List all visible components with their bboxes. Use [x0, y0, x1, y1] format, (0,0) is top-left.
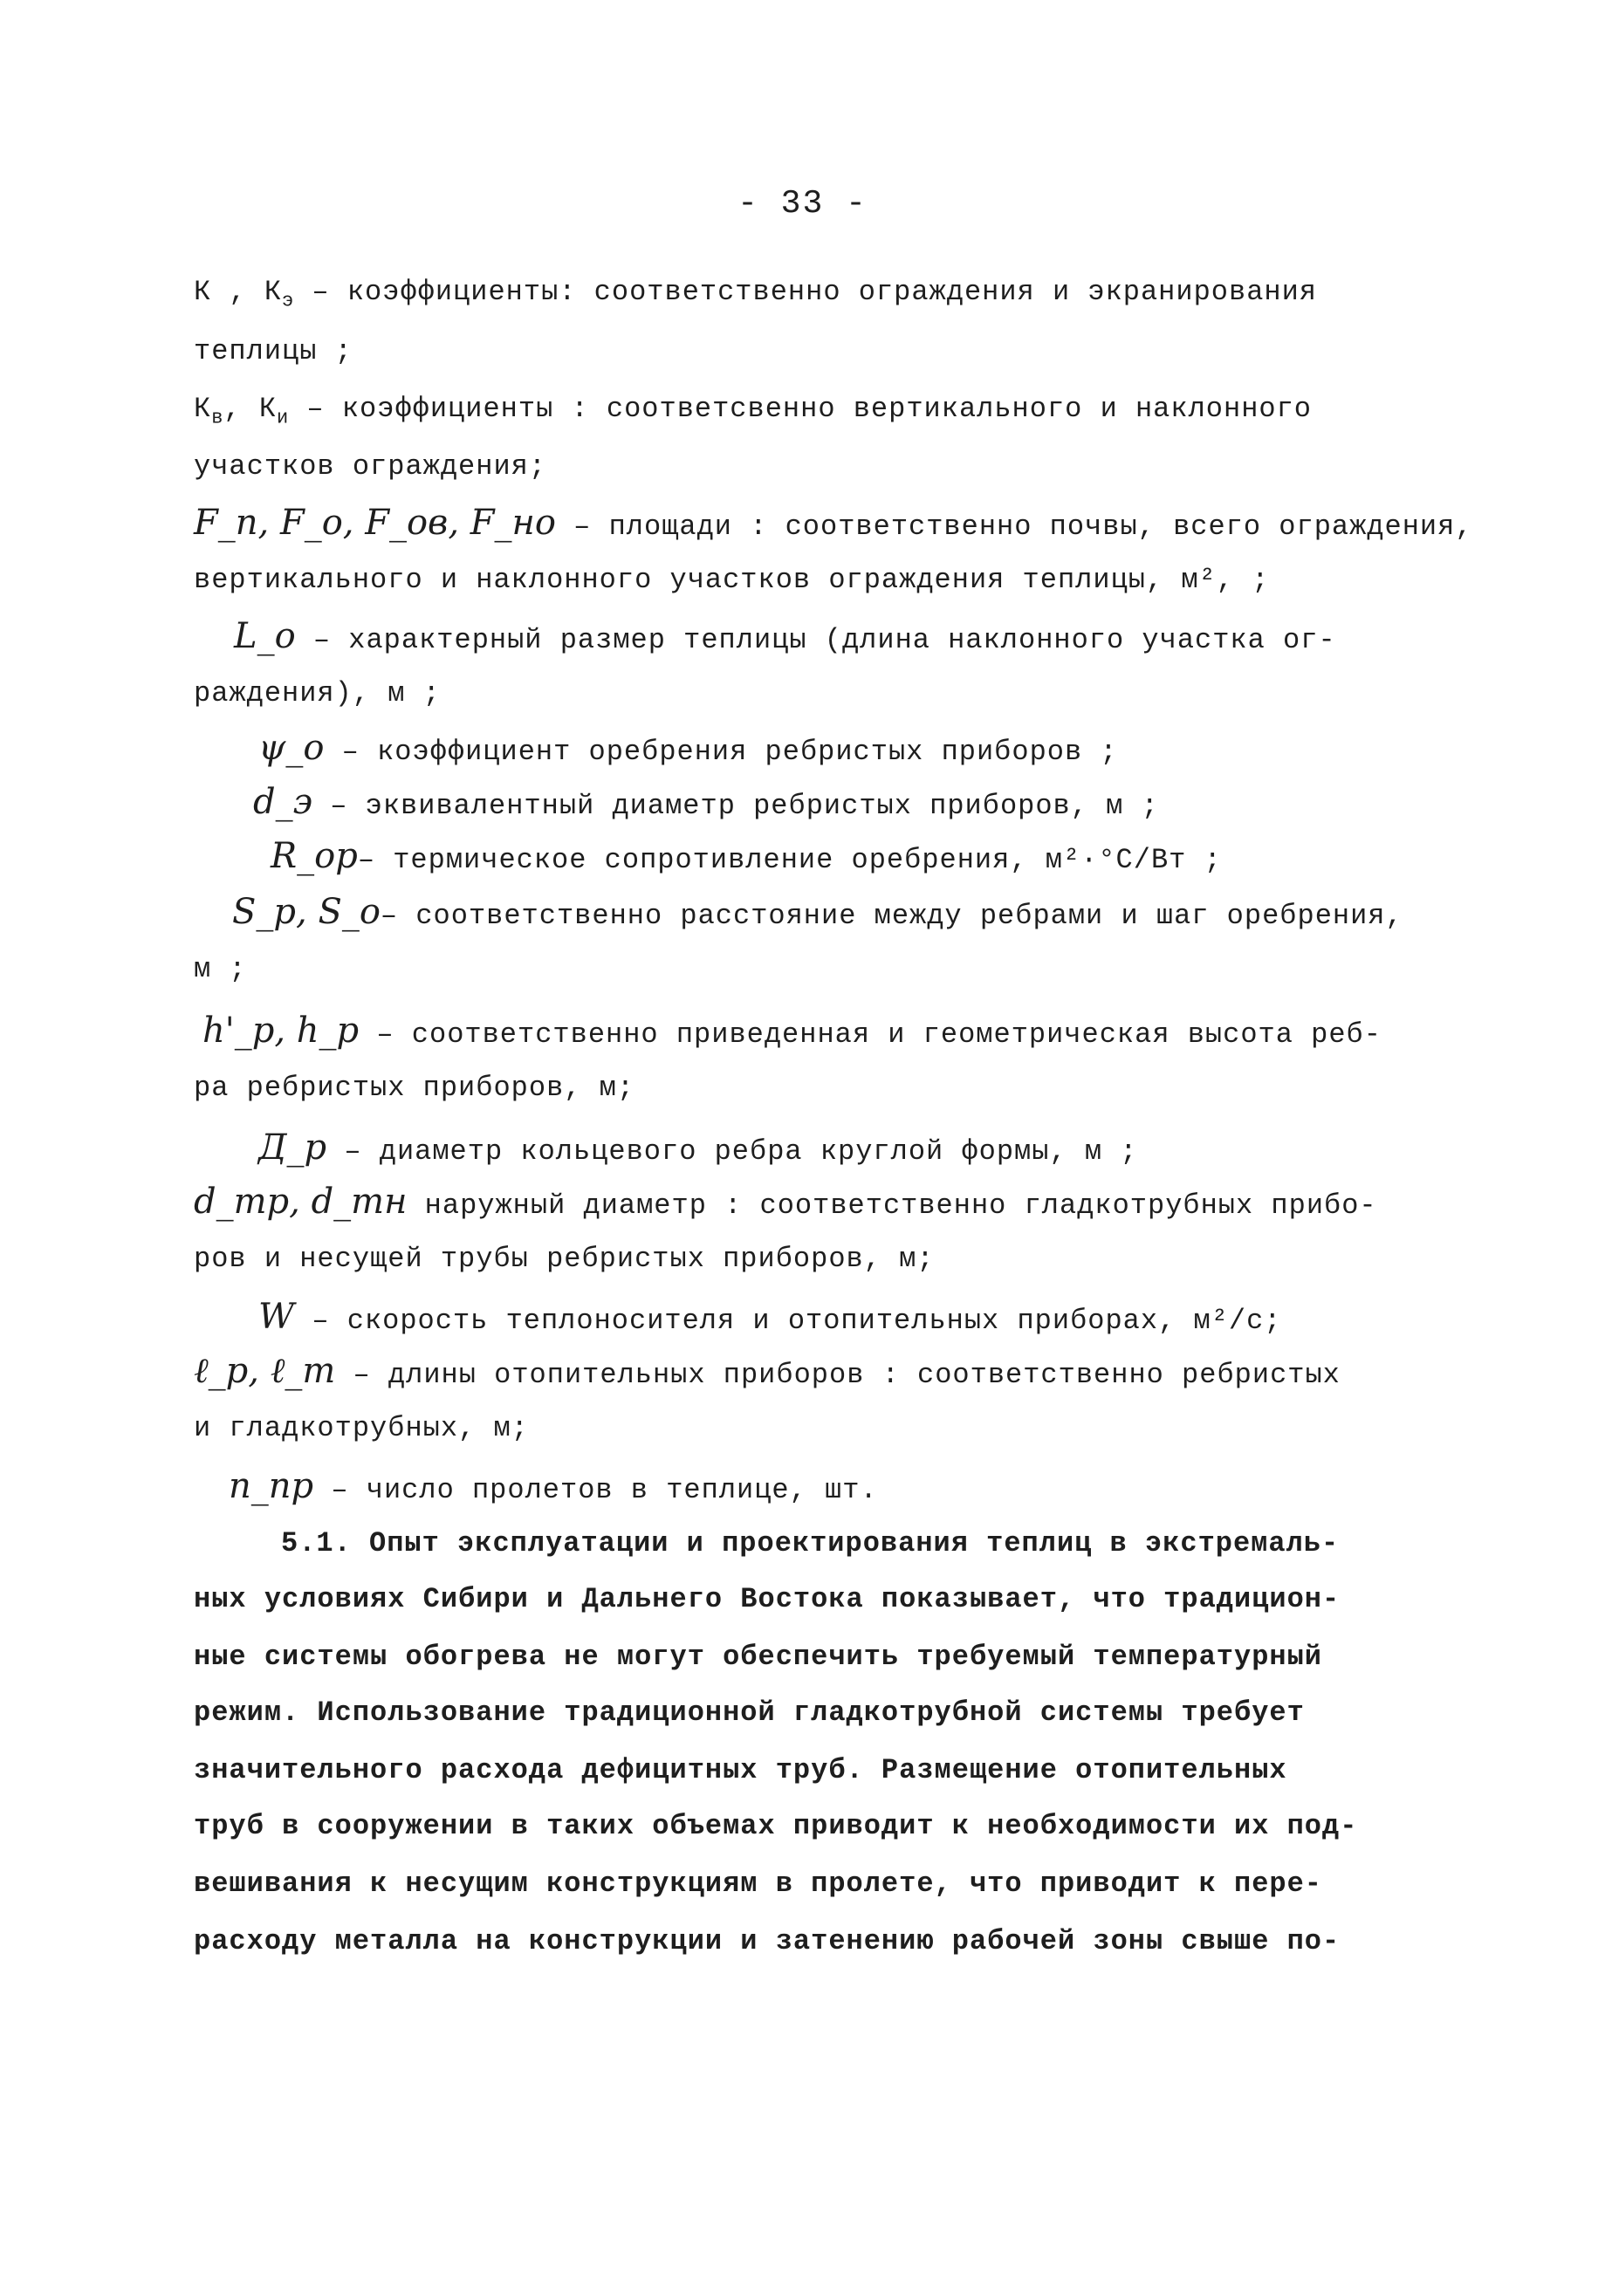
def-text: – диаметр кольцевого ребра круглой формы, м ; [326, 1135, 1138, 1168]
def-symbol: W [258, 1297, 295, 1337]
def-d-line [253, 782, 1159, 822]
paragraph-line: режим. Использование традиционной гладкотрубной системы требует [194, 1696, 1305, 1729]
def-symbol-sub: э [282, 290, 295, 312]
def-text: – термическое сопротивление оребрения, м²·°С/Вт ; [357, 844, 1222, 876]
def-l-line [234, 616, 1336, 656]
def-kv-cont: участков ограждения; [194, 450, 547, 483]
def-symbol: d_э [253, 782, 313, 822]
def-f-line [194, 503, 1473, 543]
def-text: – соответственно приведенная и геометрическая высота реб- [359, 1018, 1382, 1051]
def-symbol: d_тр, d_тн [194, 1182, 408, 1222]
def-f-cont: вертикального и наклонного участков ограждения теплицы, м², ; [194, 564, 1270, 596]
def-text: – число пролетов в теплице, шт. [313, 1474, 878, 1506]
paragraph-line: ных условиях Сибири и Дальнего Востока показывает, что традицион- [194, 1583, 1341, 1615]
def-symbol: h'_р, h_р [202, 1011, 360, 1051]
def-dp-line [258, 1127, 1137, 1168]
def-text: – длины отопительных приборов : соответственно ребристых [335, 1359, 1341, 1391]
def-symbol: ψ_о [258, 728, 325, 768]
def-symbol: R_ор [271, 836, 358, 876]
paragraph-line: значительного расхода дефицитных труб. Размещение отопительных [194, 1754, 1287, 1786]
def-l-cont: раждения), м ; [194, 677, 441, 709]
def-n-line [229, 1466, 878, 1506]
paragraph-line: ные системы обогрева не могут обеспечить требуемый температурный [194, 1641, 1322, 1673]
def-symbol: n_пр [229, 1466, 314, 1506]
def-text: – коэффициенты: соответственно ограждения и экранирования [294, 276, 1317, 308]
paragraph-line: 5.1. Опыт эксплуатации и проектирования теплиц в экстремаль- [281, 1527, 1340, 1559]
def-symbol: К , К [194, 276, 283, 308]
def-text: – коэффициенты : соответсвенно вертикального и наклонного [289, 393, 1312, 425]
def-psi-line [258, 728, 1118, 768]
def-text: наружный диаметр : соответственно гладкотрубных прибо- [407, 1189, 1377, 1222]
def-s-line [232, 892, 1403, 932]
def-dtr-line [194, 1182, 1377, 1222]
def-r-line [271, 836, 1222, 876]
def-symbol: L_о [234, 616, 296, 656]
def-symbol-sub-2: и [277, 407, 290, 429]
page-number: - 33 - [737, 185, 868, 223]
def-kv-line [194, 389, 1312, 429]
def-symbol: К [194, 393, 212, 425]
def-h-line [202, 1011, 1382, 1051]
def-symbol: ℓ_р, ℓ_т [194, 1351, 336, 1391]
def-text: – коэффициент оребрения ребристых приборов ; [324, 736, 1118, 768]
paragraph-line: труб в сооружении в таких объемах приводит к необходимости их под- [194, 1810, 1358, 1842]
def-lp-line [194, 1351, 1341, 1391]
def-symbol: S_р, S_о [232, 892, 381, 932]
def-k-cont: теплицы ; [194, 335, 353, 367]
def-w-line [258, 1297, 1282, 1337]
def-text: – характерный размер теплицы (длина наклонного участка ог- [295, 624, 1336, 656]
def-text: – площади : соответственно почвы, всего ограждения, [555, 511, 1473, 543]
def-h-cont: ра ребристых приборов, м; [194, 1072, 635, 1104]
paragraph-line: вешивания к несущим конструкциям в пролете, что приводит к пере- [194, 1868, 1322, 1900]
def-text: – скорость теплоносителя и отопительных приборах, м²/с; [294, 1305, 1282, 1337]
def-dtr-cont: ров и несущей трубы ребристых приборов, м; [194, 1243, 935, 1275]
def-text: – эквивалентный диаметр ребристых приборов, м ; [312, 790, 1159, 822]
def-lp-cont: и гладкотрубных, м; [194, 1412, 529, 1444]
def-symbol: Д_р [258, 1127, 327, 1168]
def-symbol-sub: в [211, 407, 224, 429]
def-k-line [194, 272, 1317, 312]
def-s-cont: м ; [194, 953, 247, 985]
def-symbol-2: , К [223, 393, 278, 425]
def-symbol: F_п, F_о, F_ов, F_но [194, 503, 556, 543]
def-text: – соответственно расстояние между ребрами и шаг оребрения, [380, 900, 1403, 932]
paragraph-line: расходу металла на конструкции и затенению рабочей зоны свыше по- [194, 1925, 1341, 1957]
